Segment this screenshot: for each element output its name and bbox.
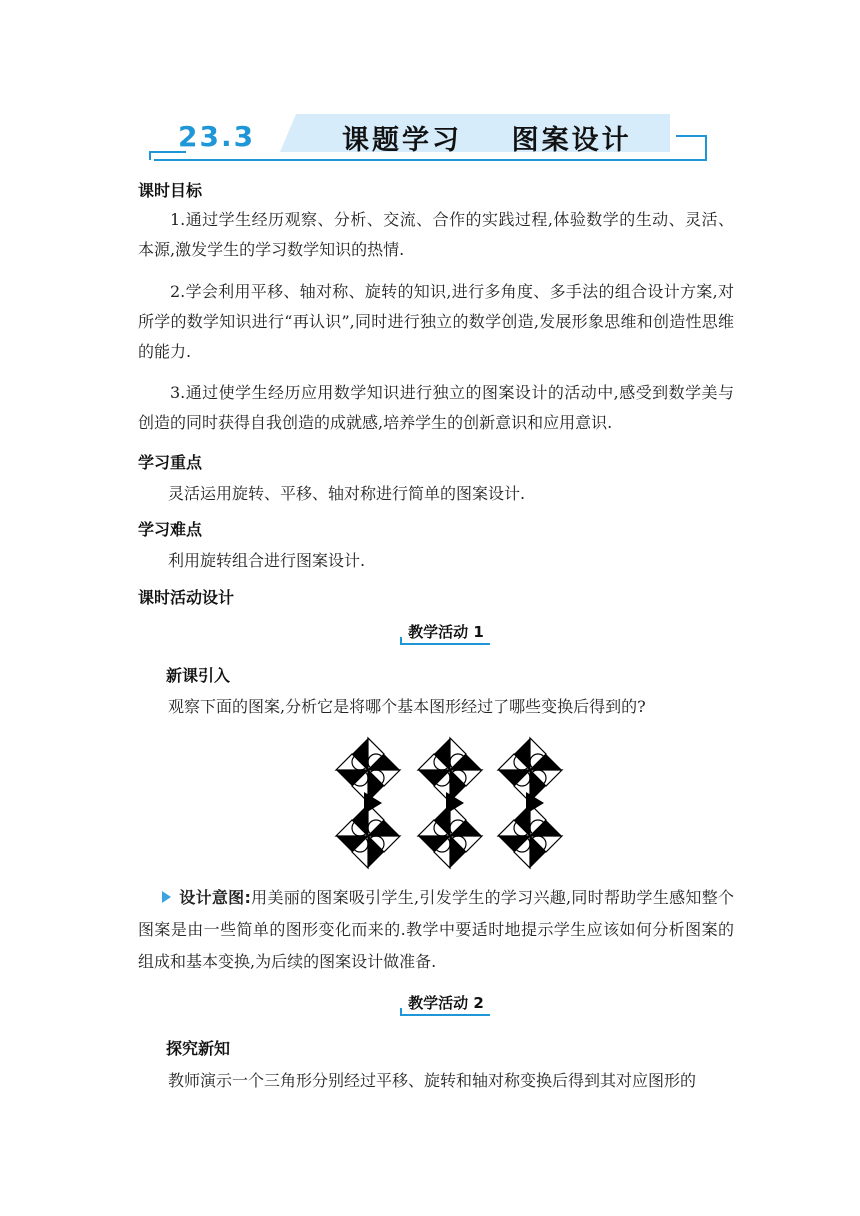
chapter-header <box>146 108 716 164</box>
design-intent-label: 设计意图: <box>179 888 251 907</box>
explore-text: 教师演示一个三角形分别经过平移、旋转和轴对称变换后得到其对应图形的 <box>168 1071 697 1090</box>
activity-1-underline <box>402 643 490 645</box>
difficulty-text: 利用旋转组合进行图案设计. <box>168 551 366 570</box>
objective-1: 1.通过学生经历观察、分析、交流、合作的实践过程,体验数学的生动、灵活、本源,激发学生的学习数学知识的热情. <box>138 210 734 259</box>
key-points-text: 灵活运用旋转、平移、轴对称进行简单的图案设计. <box>168 484 526 503</box>
pinwheel-pattern-figure <box>330 732 570 874</box>
pinwheel-column-1 <box>336 738 400 868</box>
design-intent-text: 用美丽的图案吸引学生,引发学生的学习兴趣,同时帮助学生感知整个图案是由一些简单的图形变化而来的.教学中要适时地提示学生应该如何分析图案的组成和基本变换,为后续的图案设计做准备. <box>138 888 734 971</box>
activity-2-text: 教学活动 2 <box>408 994 484 1012</box>
explore-heading: 探究新知 <box>166 1039 231 1058</box>
key-points-heading: 学习重点 <box>138 453 203 472</box>
difficulty-heading: 学习难点 <box>138 520 203 539</box>
activity-design-heading: 课时活动设计 <box>138 588 235 607</box>
intro-question: 观察下面的图案,分析它是将哪个基本图形经过了哪些变换后得到的? <box>168 697 646 716</box>
activity-1-label <box>400 621 492 647</box>
intro-heading: 新课引入 <box>166 666 231 685</box>
chapter-title: 课题学习 图案设计 <box>342 125 632 156</box>
pinwheel-column-3 <box>498 738 562 868</box>
triangle-right-icon <box>162 891 171 903</box>
activity-2-underline <box>402 1014 490 1016</box>
activity-2-hook <box>400 1008 402 1016</box>
activity-2-label <box>400 992 492 1018</box>
chapter-number: 23.3 <box>178 120 256 153</box>
design-intent-1 <box>138 882 734 978</box>
objective-3: 3.通过使学生经历应用数学知识进行独立的图案设计的活动中,感受到数学美与创造的同时获得自我创造的成就感,培养学生的创新意识和应用意识. <box>138 383 734 432</box>
objective-2: 2.学会利用平移、轴对称、旋转的知识,进行多角度、多手法的组合设计方案,对所学的数学知识进行“再认识”,同时进行独立的数学创造,发展形象思维和创造性思维的能力. <box>138 282 734 361</box>
objectives-heading: 课时目标 <box>138 181 203 200</box>
pinwheel-column-2 <box>418 738 482 868</box>
activity-1-text: 教学活动 1 <box>408 623 484 641</box>
activity-1-hook <box>400 637 402 645</box>
